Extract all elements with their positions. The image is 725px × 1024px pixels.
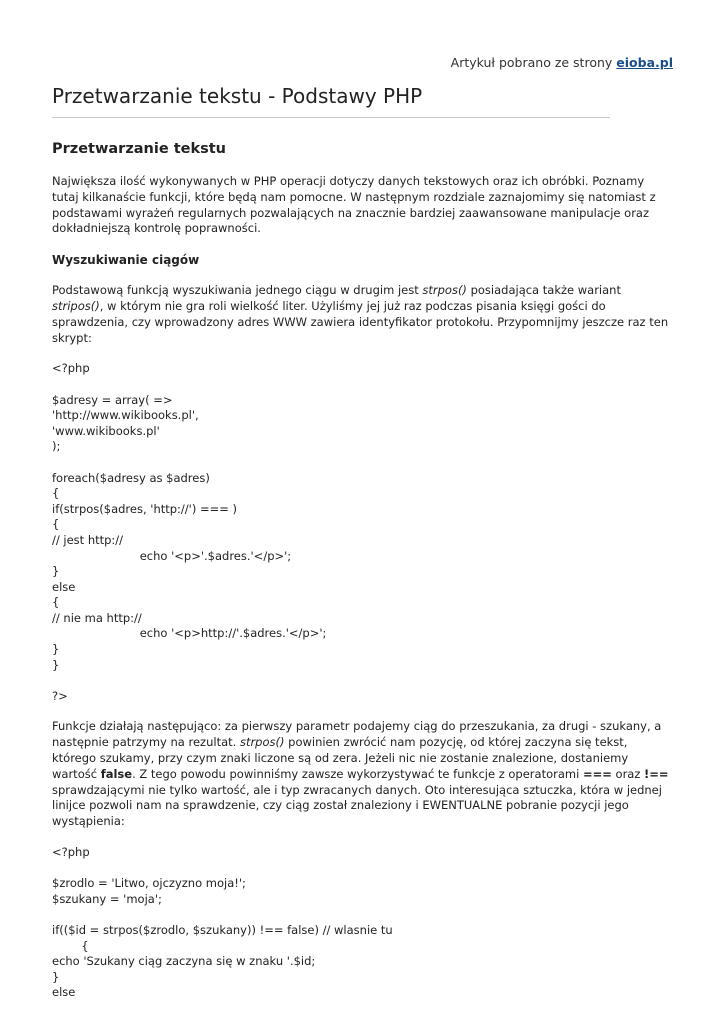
strpos-paragraph: Podstawową funkcją wyszukiwania jednego ciągu w drugim jest strpos() posiadająca także wariant stripos(), w którym nie gra roli wielkość liter. Użyliśmy jej już raz podczas pisania księgi gości do sprawdzenia, czy wprowadzony adres WWW zawiera identyfikator protokołu. Przypomnijmy jeszcze raz ten skrypt: — [52, 283, 669, 345]
source-link[interactable]: eioba.pl — [616, 55, 673, 70]
intro-paragraph: Największa ilość wykonywanych w PHP operacji dotyczy danych tekstowych oraz ich obróbki. Poznamy tutaj kilkanaście funkcji, które będą nam pomocne. W następnym rozdziale zaznajomimy się natomiast z podstawami wyrażeń regularnych pozwalających na znacznie bardziej zaawansowane manipulacje oraz dokładniejszą kontrolę poprawności. — [52, 174, 656, 236]
source-prefix: Artykuł pobrano ze strony — [450, 55, 613, 70]
section-heading: Przetwarzanie tekstu — [52, 141, 227, 157]
function-strpos: strpos() — [422, 283, 467, 298]
operator-identical: === — [582, 766, 612, 781]
function-strpos-ref: strpos() — [239, 735, 285, 750]
document-title: Przetwarzanie tekstu - Podstawy PHP — [52, 84, 423, 108]
function-stripos: stripos() — [52, 298, 100, 313]
article-content — [52, 138, 672, 1001]
code-example-2: <?php $zrodlo = 'Litwo, ojczyzno moja!'; $szukany = 'moja'; if(($id = strpos($zrodlo, $szukany)) !== false) // wlasnie tu { echo 'Szukany ciąg zaczyna się w znaku '.$id; } else — [52, 845, 393, 1000]
operator-not-identical: !== — [644, 766, 669, 781]
title-divider — [52, 117, 610, 118]
source-attribution — [451, 55, 673, 70]
keyword-false: false — [100, 766, 133, 781]
subsection-heading: Wyszukiwanie ciągów — [52, 253, 200, 268]
explanation-paragraph: Funkcje działają następująco: za pierwszy parametr podajemy ciąg do przeszukania, za drugi - szukany, a następnie patrzymy na rezultat. strpos() powinien zwrócić nam pozycję, od której zaczyna się tekst, którego szukamy, przy czym znaki liczone są od zera. Jeżeli nic nie zostanie znalezione, dostaniemy wartość false. Z tego powodu powinniśmy zawsze wykorzystywać te funkcje z operatorami === oraz !== sprawdzającymi nie tylko wartość, ale i typ zwracanych danych. Oto interesująca sztuczka, która w jednej linijce pozwoli nam na sprawdzenie, czy ciąg został znaleziony i EWENTUALNE pobranie pozycji jego wystąpienia: — [52, 719, 669, 829]
code-example-1: <?php $adresy = array( => 'http://www.wikibooks.pl', 'www.wikibooks.pl' ); foreach($adresy as $adres) { if(strpos($adres, 'http://') === ) { // jest http:// echo '<p>'.$adres.'</p>'; } else { // nie ma http:// echo '<p>http://'.$adres.'</p>'; } } ?> — [52, 361, 327, 703]
